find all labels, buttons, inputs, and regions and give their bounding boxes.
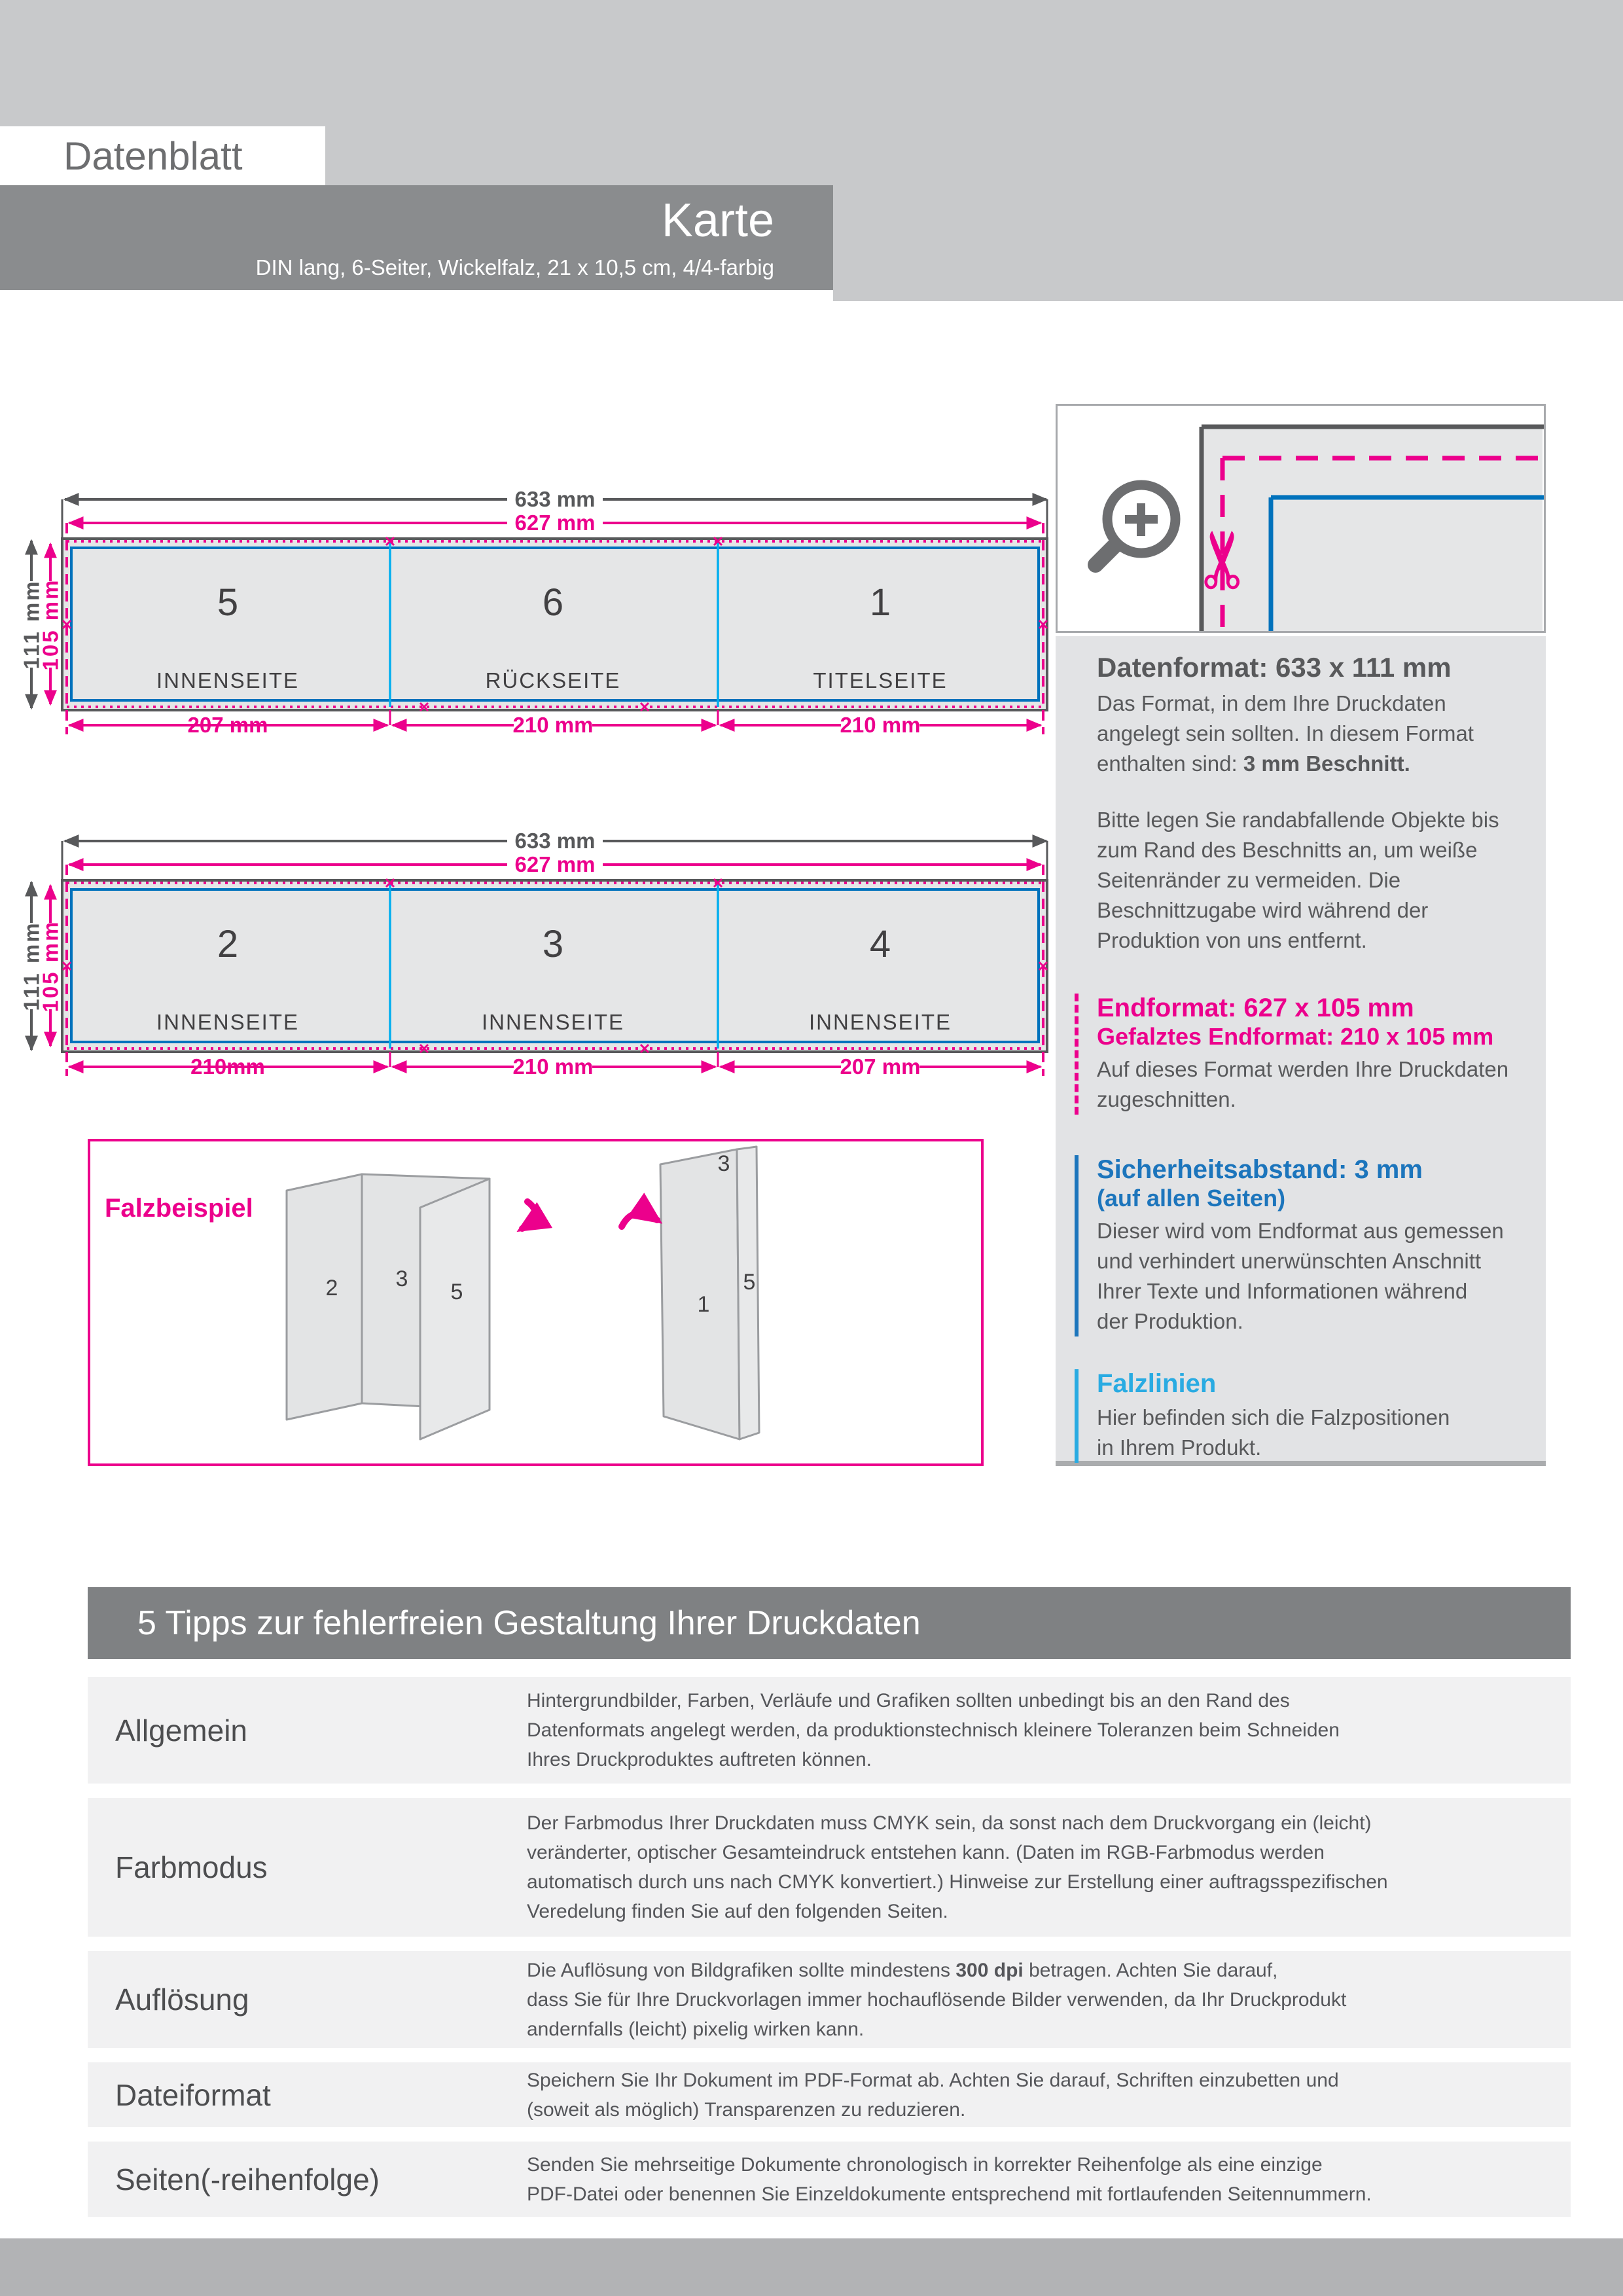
fold-panel-num: 2 [325,1276,338,1300]
corner-detail-graphic [1058,406,1544,631]
tip-line: Ihres Druckproduktes auftreten können. [527,1749,872,1770]
tip-line: Veredelung finden Sie auf den folgenden Seiten. [527,1901,948,1922]
tip-line: (soweit als möglich) Transparenzen zu reduzieren. [527,2098,966,2121]
tip-text [527,1808,1571,1926]
fold-panel-num: 3 [717,1151,730,1176]
tip-line: Der Farbmodus Ihrer Druckdaten muss CMYK sein, da sonst nach dem Druckvorgang ein (leicht) [527,1812,1372,1834]
tip-line-pre: Die Auflösung von Bildgrafiken sollte mindestens [527,1959,956,1981]
fold-panel-num: 5 [743,1270,756,1295]
tip-label: Dateiformat [115,2077,271,2112]
tip-label: Seiten(-reihenfolge) [115,2162,380,2197]
dim-panel-width: 210 mm [512,1054,594,1079]
fold-panel-num: 5 [450,1280,463,1304]
safety-line: und verhindert unerwünschten Anschnitt [1097,1249,1482,1273]
bleed-line: Produktion von uns entfernt. [1097,928,1367,952]
scissors-icon: ✂ [1180,526,1268,593]
product-title: Karte [661,194,774,247]
dim-width-end: 627 mm [514,852,596,876]
tip-line: Speichern Sie Ihr Dokument im PDF-Format ab. Achten Sie darauf, Schriften einzubetten und [527,2069,1339,2091]
panel-name: RÜCKSEITE [485,668,621,692]
folds-section [1075,1369,1546,1463]
tip-label: Farbmodus [115,1850,268,1884]
footer-bar [0,2238,1623,2296]
top-band [0,0,1623,126]
safety-line: der Produktion. [1097,1309,1243,1333]
dim-width-outer: 633 mm [514,829,596,853]
fold-arrow-left [522,1202,535,1229]
folds-line: Hier befinden sich die Falzpositionen [1097,1405,1450,1429]
folds-line: in Ihrem Produkt. [1097,1435,1262,1460]
tip-text [527,2066,1571,2125]
safety-section [1075,1155,1546,1336]
top-band [325,126,1623,185]
safety-subtitle: (auf allen Seiten) [1097,1185,1286,1211]
product-header [0,185,833,290]
tip-line-post: betragen. Achten Sie darauf, [1023,1959,1278,1981]
tip-line: Senden Sie mehrseitige Dokumente chronologisch in korrekter Reihenfolge als eine einzige [527,2153,1323,2176]
panel-number: 6 [542,581,564,624]
tip-line: Hintergrundbilder, Farben, Verläufe und Grafiken sollten unbedingt bis an den Rand des [527,1690,1290,1712]
dim-width-end: 627 mm [514,511,596,535]
tip-row-dateiformat [88,2062,1571,2127]
layout-diagram-back [0,826,1086,1101]
endformat-line: Auf dieses Format werden Ihre Druckdaten [1097,1057,1509,1081]
tips-header: 5 Tipps zur fehlerfreien Gestaltung Ihrer Druckdaten [137,1604,921,1642]
tip-line [527,1956,1571,1985]
dim-height-end: 105 mm [38,578,63,671]
dim-height-outer: 111 mm [19,579,44,670]
panel-name: INNENSEITE [481,1010,625,1034]
endformat-subtitle: Gefalztes Endformat: 210 x 105 mm [1097,1023,1494,1050]
bleed-line: Seitenränder zu vermeiden. Die [1097,868,1401,892]
tip-line: Datenformats angelegt werden, da produktionstechnisch kleinere Toleranzen beim Schneiden [527,1719,1340,1741]
folds-title: Falzlinien [1097,1369,1217,1398]
datenformat-section [1097,652,1546,956]
zoom-in-icon [1096,485,1175,565]
format-info-panel [1056,636,1546,1466]
panel-name: TITELSEITE [813,668,948,692]
tip-text [527,2150,1571,2209]
tips-header-bar [88,1587,1571,1659]
tip-row-aufloesung [88,1951,1571,2048]
tip-line: dass Sie für Ihre Druckvorlagen immer hochauflösende Bilder verwenden, da Ihr Druckprodukt [527,1988,1347,2011]
product-subtitle: DIN lang, 6-Seiter, Wickelfalz, 21 x 10,5 cm, 4/4-farbig [255,255,774,279]
datenformat-line [1097,749,1546,779]
safety-line: Ihrer Texte und Informationen während [1097,1279,1468,1303]
panel-number: 3 [542,923,564,965]
sheet-title-box [0,126,325,185]
bleed-line: Beschnittzugabe wird während der [1097,898,1429,922]
panel-number: 5 [217,581,239,624]
tip-line: andernfalls (leicht) pixelig wirken kann. [527,2018,865,2040]
endformat-title: Endformat: 627 x 105 mm [1097,994,1414,1022]
tip-line: automatisch durch uns nach CMYK konvertiert.) Hinweise zur Erstellung einer auftragsspezifischen [527,1871,1388,1893]
fold-arrow-right [622,1213,657,1227]
fold-example-graphic [90,1141,981,1463]
dim-height-outer: 111 mm [19,921,44,1011]
dim-panel-width: 207 mm [840,1054,921,1079]
endformat-line: zugeschnitten. [1097,1087,1236,1111]
datenformat-line: Das Format, in dem Ihre Druckdaten [1097,691,1446,715]
endformat-section [1075,994,1546,1115]
tip-row-allgemein [88,1677,1571,1784]
dim-panel-width: 210 mm [512,713,594,737]
tip-line-bold: 300 dpi [955,1959,1024,1981]
tip-line: veränderter, optischer Gesamteindruck entstehen kann. (Daten im RGB-Farbmodus werden [527,1842,1325,1863]
dim-panel-width: 210mm [190,1054,265,1079]
tip-label: Auflösung [115,1982,249,2017]
dim-height-end: 105 mm [38,920,63,1013]
safety-title: Sicherheitsabstand: 3 mm [1097,1155,1423,1184]
dim-panel-width: 210 mm [840,713,921,737]
fold-example-open [287,1174,490,1439]
bleed-line: Bitte legen Sie randabfallende Objekte bis [1097,808,1499,832]
tip-row-seitenreihenfolge [88,2142,1571,2217]
bleed-line: zum Rand des Beschnitts an, um weiße [1097,838,1478,862]
safety-line: Dieser wird vom Endformat aus gemessen [1097,1219,1504,1243]
sheet-title: Datenblatt [63,134,243,178]
tip-text [527,1956,1571,2044]
datenformat-line-pre: enthalten sind: [1097,751,1243,776]
datenformat-title: Datenformat: 633 x 111 mm [1097,652,1452,683]
datenformat-line: angelegt sein sollten. In diesem Format [1097,721,1474,745]
fold-example-label: Falzbeispiel [105,1194,253,1223]
tip-line: PDF-Datei oder benennen Sie Einzeldokumente entsprechend mit fortlaufenden Seitennummern. [527,2183,1372,2205]
tip-label: Allgemein [115,1713,247,1748]
panel-name: INNENSEITE [808,1010,952,1034]
panel-number: 2 [217,923,239,965]
tip-row-farbmodus [88,1798,1571,1937]
layout-diagram-front [0,484,1086,759]
panel-name: INNENSEITE [156,668,300,692]
dim-panel-width: 207 mm [187,713,268,737]
fold-panel-num: 3 [395,1266,408,1291]
bleed-bold: 3 mm Beschnitt. [1243,751,1410,776]
panel-number: 1 [869,581,891,624]
tip-text [527,1686,1571,1774]
panel-number: 4 [869,923,891,965]
panel-name: INNENSEITE [156,1010,300,1034]
top-band [833,185,1623,301]
dim-width-outer: 633 mm [514,487,596,511]
corner-detail-box [1056,404,1546,633]
fold-example-box [88,1139,984,1466]
fold-panel-num: 1 [697,1292,710,1317]
